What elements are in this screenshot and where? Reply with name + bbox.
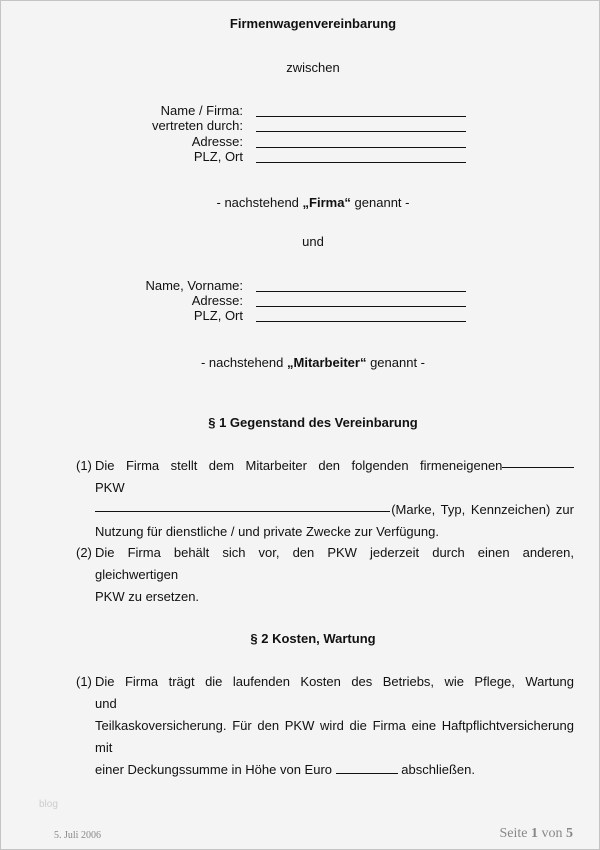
field-label: vertreten durch: xyxy=(151,118,243,133)
blank-line xyxy=(256,291,466,292)
field-label: Name, Vorname: xyxy=(145,278,243,293)
section1-heading: § 1 Gegenstand des Vereinbarung xyxy=(208,415,418,430)
and-label: und xyxy=(302,234,324,249)
page-label: Seite xyxy=(499,826,531,841)
paragraph-text: Die Firma behält sich vor, den PKW jederzeit durch einen anderen, gleichwertigen xyxy=(95,545,574,582)
blank-line xyxy=(336,761,398,774)
page-count: 5 xyxy=(566,826,573,841)
paragraph-number: (1) xyxy=(76,458,92,473)
field-label: Name / Firma: xyxy=(160,103,243,118)
note-text: genannt - xyxy=(366,355,426,370)
field-label: PLZ, Ort xyxy=(193,308,243,323)
document-title: Firmenwagenvereinbarung xyxy=(229,16,397,31)
note-text: - nachstehend xyxy=(216,195,303,210)
field-label: Adresse: xyxy=(191,134,243,149)
paragraph-text: Die Firma trägt die laufenden Kosten des Betriebs, wie Pflege, Wartung und xyxy=(95,674,574,711)
blank-line xyxy=(256,306,466,307)
paragraph-text: einer Deckungssumme in Höhe von Euro xyxy=(95,762,333,777)
footer-date: 5. Juli 2006 xyxy=(54,830,101,841)
page-label: von xyxy=(538,826,566,841)
blank-line xyxy=(502,455,574,468)
paragraph-number: (2) xyxy=(76,545,92,560)
blank-line xyxy=(256,131,466,132)
paragraph-number: (1) xyxy=(76,674,92,689)
blank-line xyxy=(256,116,466,117)
paragraph-text: Nutzung für dienstliche / und private Zwecke zur Verfügung. xyxy=(95,524,439,539)
paragraph-text: abschließen. xyxy=(401,762,475,777)
note-text: - nachstehend xyxy=(200,355,287,370)
blank-line xyxy=(256,147,466,148)
section2-paragraph-1 xyxy=(76,671,574,781)
section1-paragraph-1 xyxy=(76,455,574,543)
note-bold: „Firma“ xyxy=(302,195,351,210)
paragraph-text: (Marke, Typ, Kennzeichen) zur xyxy=(391,502,574,517)
note-bold: „Mitarbeiter“ xyxy=(287,355,367,370)
between-label: zwischen xyxy=(286,60,340,75)
paragraph-text: PKW zu ersetzen. xyxy=(95,589,200,604)
blank-line xyxy=(256,321,466,322)
field-label: Adresse: xyxy=(191,293,243,308)
employee-note xyxy=(1,355,600,370)
field-label: PLZ, Ort xyxy=(193,149,243,164)
page-number: 1 xyxy=(531,826,538,841)
section2-heading: § 2 Kosten, Wartung xyxy=(250,631,376,646)
blank-line xyxy=(256,162,466,163)
paragraph-text: Die Firma stellt dem Mitarbeiter den folgenden firmeneigenen PKW xyxy=(95,458,503,495)
paragraph-text: Teilkaskoversicherung. Für den PKW wird die Firma eine Haftpflichtversicherung mit xyxy=(95,718,574,755)
watermark: blog xyxy=(39,799,58,810)
page-indicator xyxy=(500,826,574,842)
note-text: genannt - xyxy=(350,195,410,210)
section1-paragraph-2 xyxy=(76,542,574,608)
blank-line xyxy=(95,499,390,512)
company-note xyxy=(1,195,600,210)
